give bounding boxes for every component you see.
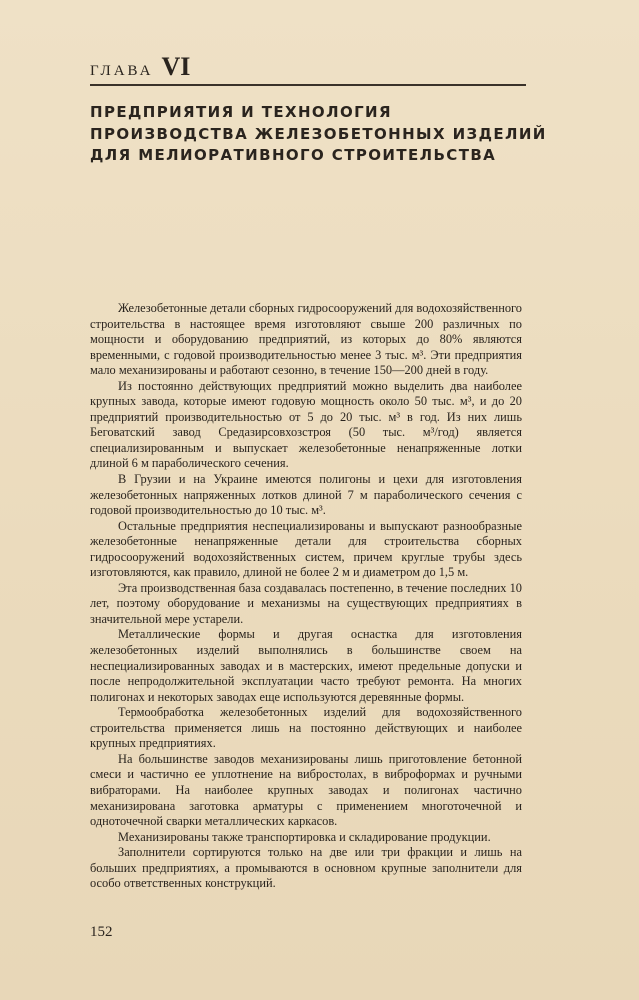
- page-number: 152: [90, 924, 113, 940]
- chapter-number: VI: [161, 52, 191, 81]
- chapter-title: [90, 102, 550, 167]
- chapter-heading: [90, 52, 190, 82]
- paragraph: Металлические формы и другая оснастка для изготовления железобетонных изделий выполнялись в большинстве своем на неспециализированных заводах и в мастерских, имеют предельные допуски и после непродолжительной эксплуатации часто требуют ремонта. На многих полигонах и некоторых заводах еще используются деревянные формы.: [90, 627, 522, 704]
- paragraph: Остальные предприятия неспециализированы и выпускают разнообразные железобетонные ненапряженные детали для строительства сборных гидросооружений водохозяйственных систем, причем круглые трубы здесь изготовляются, как правило, длиной не более 2 м и диаметром до 1,5 м.: [90, 518, 522, 580]
- paragraph: Эта производственная база создавалась постепенно, в течение последних 10 лет, поэтому оборудование и механизмы на существующих предприятиях в значительной мере устарели.: [90, 580, 522, 626]
- chapter-label: ГЛАВА: [90, 63, 154, 79]
- paragraph: Из постоянно действующих предприятий можно выделить два наиболее крупных завода, которые имеют годовую мощность около 50 тыс. м³, и до 20 предприятий производительностью от 5 до 20 тыс. м³ в год. Из них лишь Беговатский завод Средазирсовхозстроя (50 тыс. м³/год) является специализированным и выпускает железобетонные ненапряженные лотки длиной 6 м параболического сечения.: [90, 378, 522, 471]
- paragraph: Механизированы также транспортировка и складирование продукции.: [118, 829, 491, 844]
- chapter-title-line: ПРЕДПРИЯТИЯ И ТЕХНОЛОГИЯ: [90, 103, 392, 121]
- chapter-divider: [90, 84, 526, 86]
- paragraph: Железобетонные детали сборных гидросооружений для водохозяйственного строительства в настоящее время изготовляют свыше 200 различных по мощности и оборудованию предприятий, из которых до 80% являются временными, с годовой производительностью менее 3 тыс. м³. Эти предприятия мало механизированы и работают сезонно, в течение 150—200 дней в году.: [90, 301, 522, 378]
- chapter-title-line: ДЛЯ МЕЛИОРАТИВНОГО СТРОИТЕЛЬСТВА: [90, 146, 497, 164]
- paragraph: В Грузии и на Украине имеются полигоны и цехи для изготовления железобетонных напряженных лотков длиной 7 м параболического сечения с годовой производительностью до 10 тыс. м³.: [90, 472, 522, 518]
- paragraph: Заполнители сортируются только на две или три фракции и лишь на больших предприятиях, а промываются в основном крупные заполнители для особо ответственных конструкций.: [90, 845, 522, 891]
- chapter-title-line: ПРОИЗВОДСТВА ЖЕЛЕЗОБЕТОННЫХ ИЗДЕЛИЙ: [90, 124, 547, 143]
- body-text: [90, 301, 522, 892]
- paragraph: На большинстве заводов механизированы лишь приготовление бетонной смеси и частично ее уплотнение на вибростолах, в виброформах и ручными вибраторами. На наиболее крупных заводах и полигонах частично механизирована заготовка арматуры с применением многоточечной и одноточечной сварки металлических каркасов.: [90, 751, 522, 829]
- paragraph: Термообработка железобетонных изделий для водохозяйственного строительства применяется лишь на постоянно действующих и наиболее крупных предприятиях.: [90, 705, 522, 751]
